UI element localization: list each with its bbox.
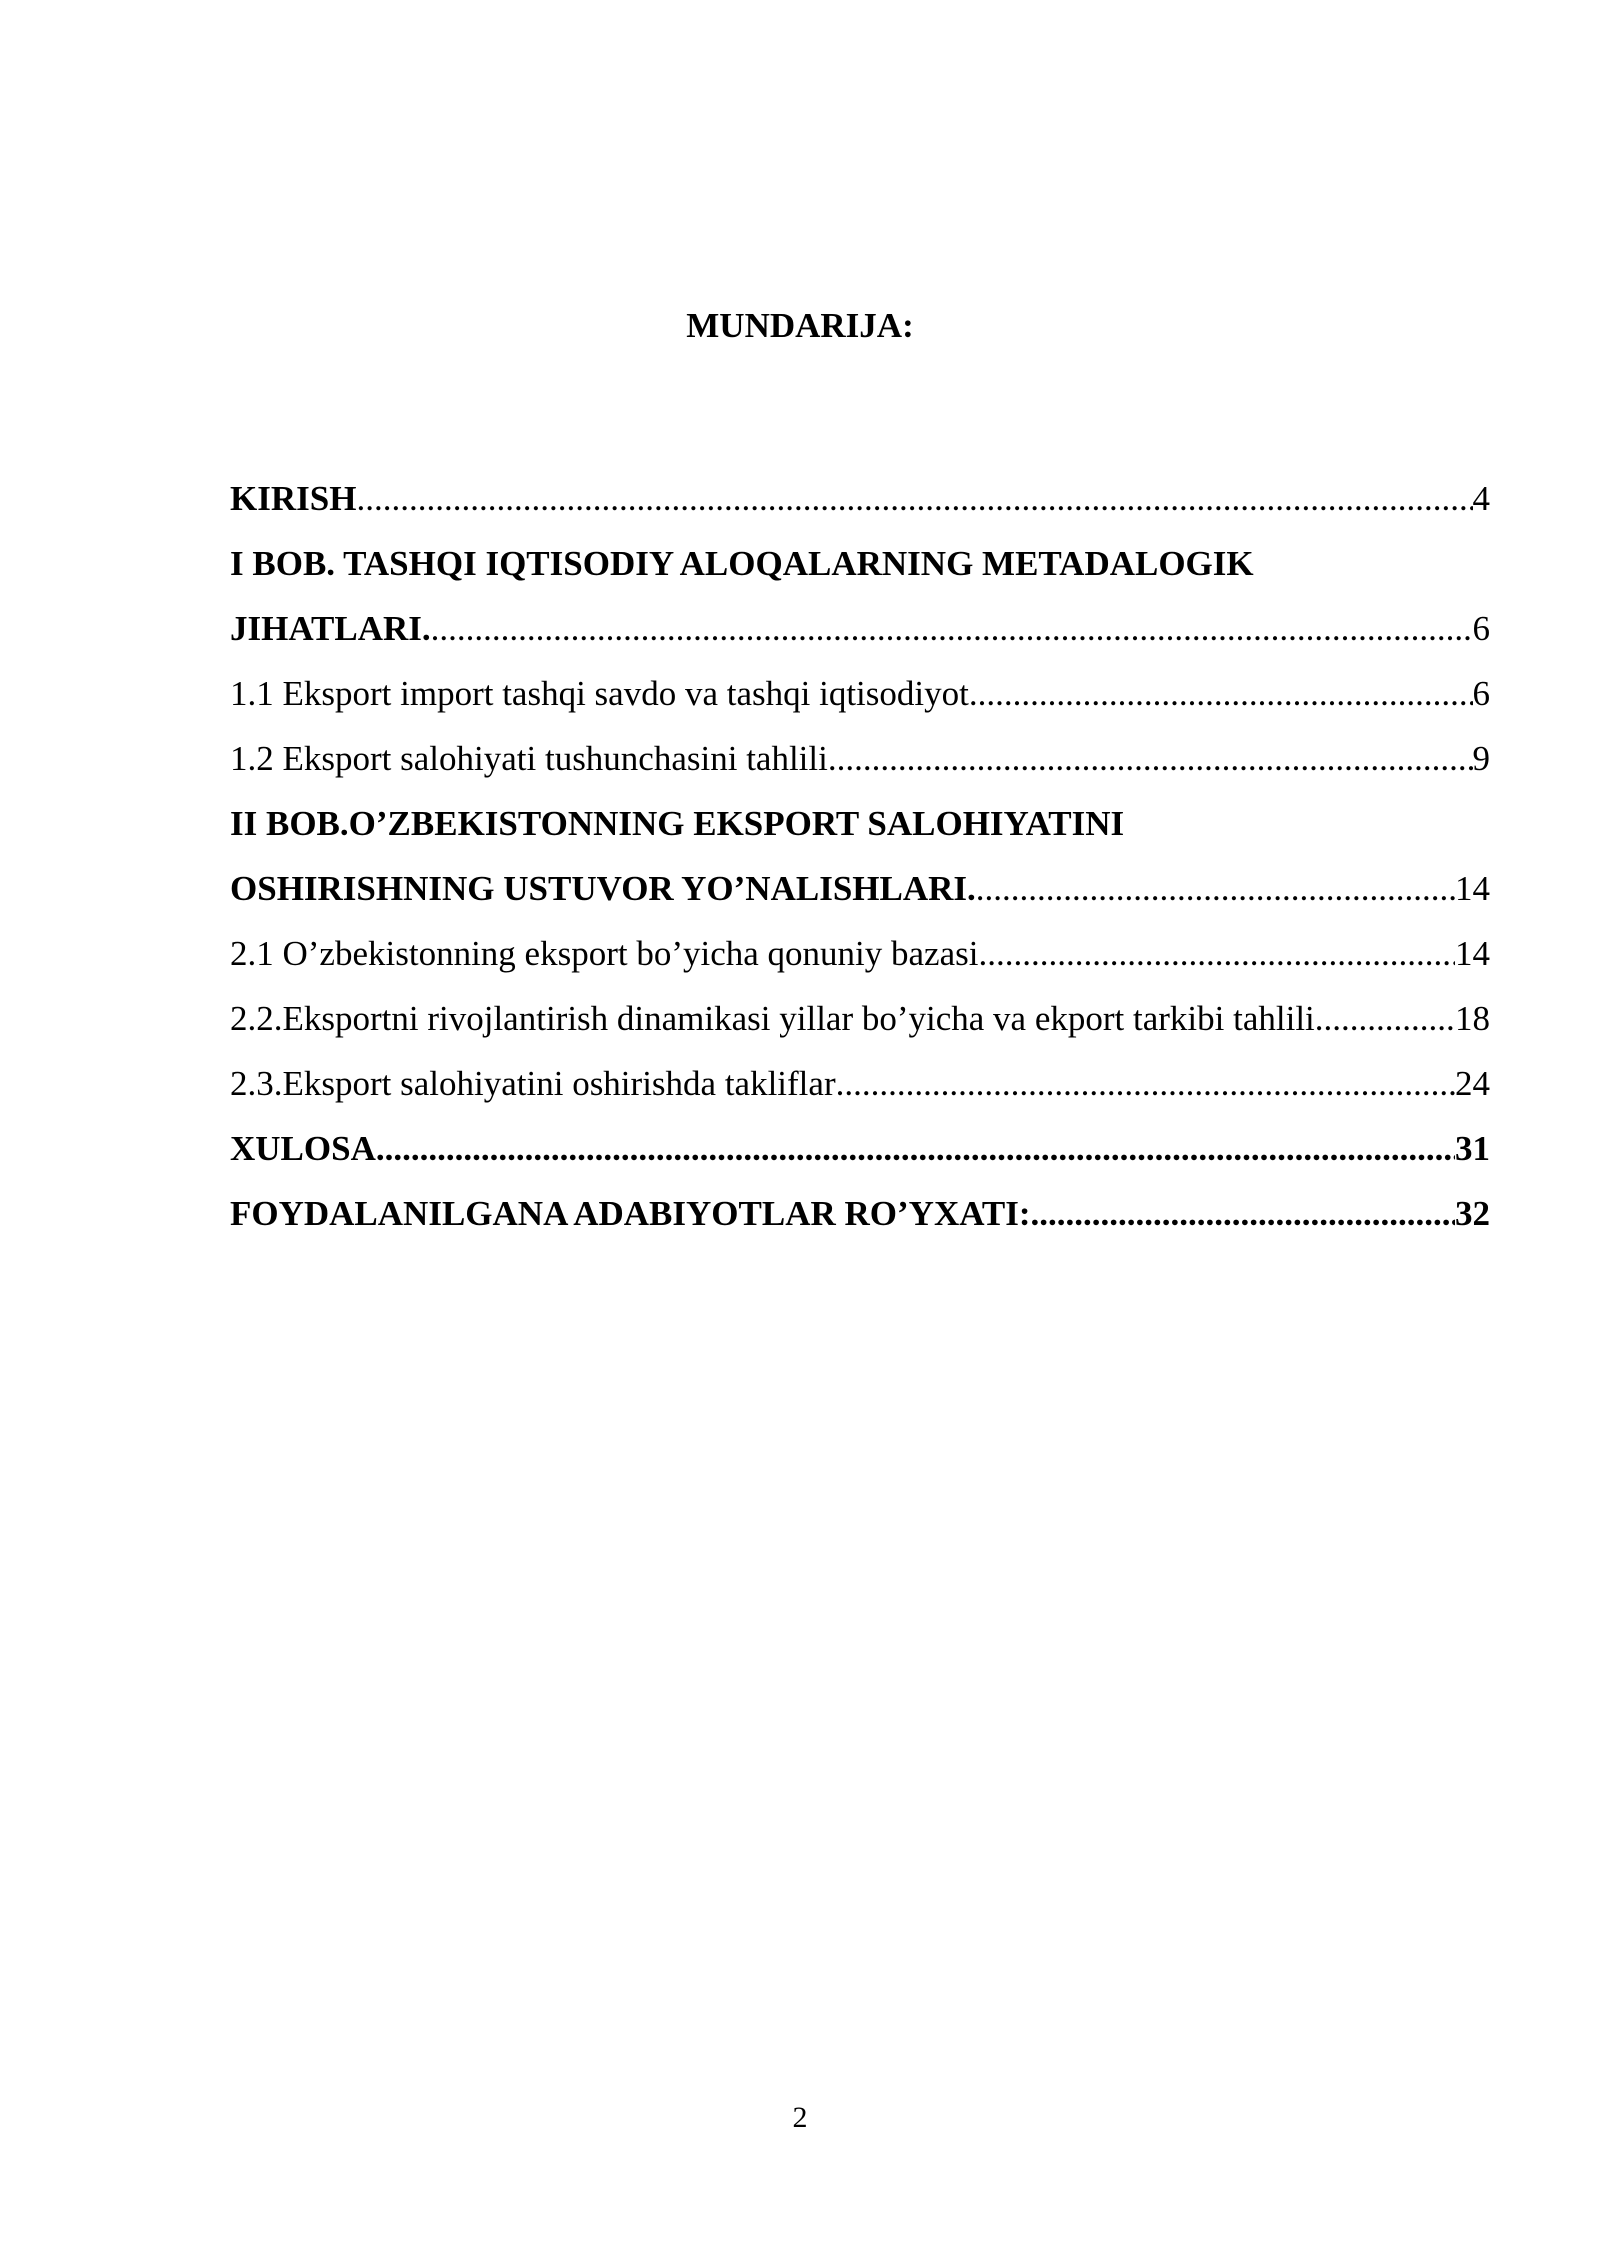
- dot-leader: [978, 921, 1455, 986]
- toc-entry-label: II BOB.O’ZBEKISTONNING EKSPORT SALOHIYATINI: [230, 804, 1125, 843]
- toc-entry-chapter-1-line-2: [230, 596, 1490, 661]
- dot-leader: [1031, 1181, 1455, 1246]
- dot-leader: [376, 1116, 1455, 1181]
- toc-entry-page: 14: [1455, 934, 1490, 973]
- toc-entry-chapter-2-line-1: [230, 791, 1490, 856]
- toc-entry-label: JIHATLARI.: [230, 609, 431, 648]
- toc-entry-page: 14: [1455, 869, 1490, 908]
- toc-entry-label: 1.1 Eksport import tashqi savdo va tashqi iqtisodiyot.: [230, 674, 978, 713]
- toc-entry-chapter-2-line-2: [230, 856, 1490, 921]
- toc-entry-label: 1.2 Eksport salohiyati tushunchasini tahlili: [230, 739, 828, 778]
- toc-entry-page: 31: [1455, 1129, 1490, 1168]
- toc-entry-section-2-3: [230, 1051, 1490, 1116]
- toc-entry-page: 18: [1455, 999, 1490, 1038]
- toc-entry-label: FOYDALANILGANA ADABIYOTLAR RO’YXATI:: [230, 1194, 1031, 1233]
- dot-leader: [431, 596, 1473, 661]
- toc-entry-page: 32: [1455, 1194, 1490, 1233]
- dot-leader: [978, 661, 1473, 726]
- toc-entry-page: 24: [1455, 1064, 1490, 1103]
- toc-entry-label: OSHIRISHNING USTUVOR YO’NALISHLARI.: [230, 869, 976, 908]
- table-of-contents: [230, 466, 1490, 1246]
- toc-entry-label: KIRISH: [230, 479, 357, 518]
- toc-entry-label: I BOB. TASHQI IQTISODIY ALOQALARNING METADALOGIK: [230, 544, 1254, 583]
- toc-entry-label: 2.3.Eksport salohiyatini oshirishda takliflar: [230, 1064, 836, 1103]
- toc-entry-references: [230, 1181, 1490, 1246]
- toc-entry-label: 2.1 O’zbekistonning eksport bo’yicha qonuniy bazasi: [230, 934, 979, 973]
- toc-entry-section-2-2: [230, 986, 1490, 1051]
- dot-leader: [1324, 986, 1455, 1051]
- dot-leader: [836, 1051, 1455, 1116]
- toc-entry-section-1-2: [230, 726, 1490, 791]
- toc-entry-chapter-1-line-1: [230, 531, 1490, 596]
- toc-title: MUNDARIJA:: [686, 306, 914, 345]
- toc-entry-kirish: [230, 466, 1490, 531]
- toc-entry-page: 4: [1472, 479, 1490, 518]
- dot-leader: [356, 466, 1472, 531]
- toc-entry-label: 2.2.Eksportni rivojlantirish dinamikasi yillar bo’yicha va ekport tarkibi tahlili.: [230, 999, 1324, 1038]
- dot-leader: [828, 726, 1473, 791]
- toc-entry-page: 6: [1472, 674, 1490, 713]
- toc-entry-label: XULOSA: [230, 1129, 376, 1168]
- toc-entry-page: 9: [1472, 739, 1490, 778]
- page-number: 2: [792, 2101, 808, 2134]
- toc-entry-section-2-1: [230, 921, 1490, 986]
- toc-entry-section-1-1: [230, 661, 1490, 726]
- toc-entry-xulosa: [230, 1116, 1490, 1181]
- dot-leader: [976, 856, 1455, 921]
- toc-entry-page: 6: [1472, 609, 1490, 648]
